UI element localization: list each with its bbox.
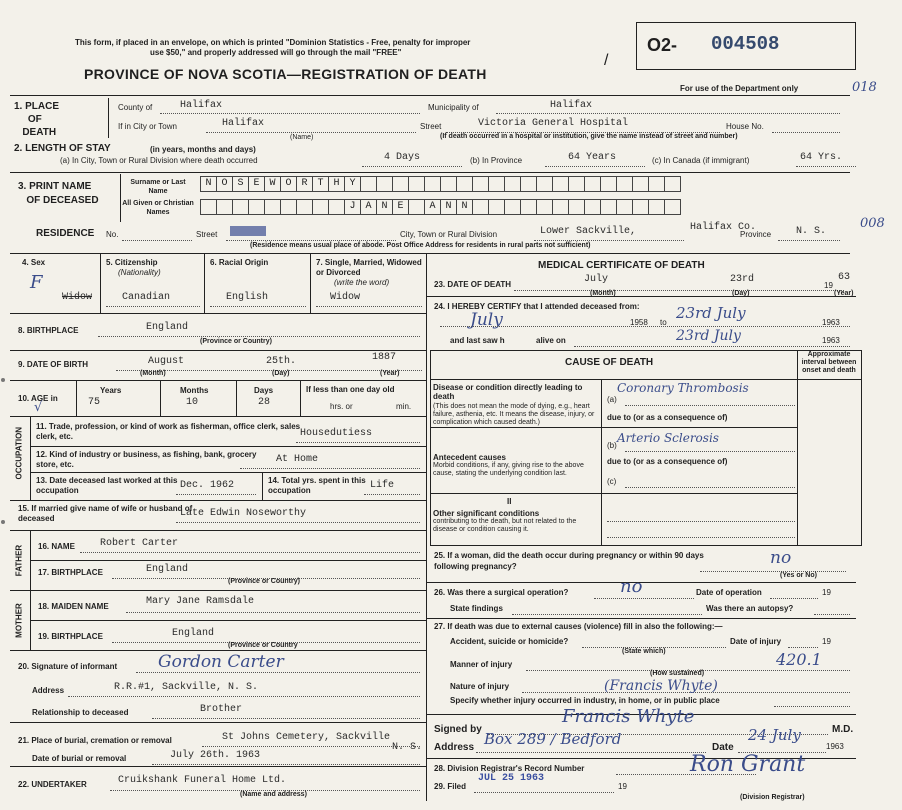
accident-label: Accident, suicide or homicide?	[450, 637, 569, 646]
death-day-caption: (Day)	[732, 290, 750, 297]
q26-label: 26. Was there a surgical operation?	[434, 588, 569, 597]
length-of-stay-label: 2. LENGTH OF STAY	[14, 143, 111, 154]
county-value: Halifax	[180, 100, 223, 111]
letter-box	[233, 199, 249, 215]
given-names-label: All Given or Christian Names	[122, 200, 194, 216]
q25-label: 25. If a woman, did the death occur during pregnancy or within 90 days following pregnancy?	[434, 551, 704, 571]
antecedent-label: Antecedent causes	[433, 453, 506, 462]
last-saw-hw: 23rd July	[676, 328, 741, 344]
filed-year-prefix: 19	[618, 782, 627, 791]
antecedent-note: Morbid conditions, if any, giving rise to the above cause, stating the underlying condition last.	[433, 462, 584, 477]
q13-label: 13. Date deceased last worked at this occupation	[36, 476, 178, 495]
birthplace-caption: (Province or Country)	[200, 338, 272, 345]
surname-letter-grid	[200, 176, 681, 192]
age-check-mark: √	[34, 400, 43, 415]
q25-value: no	[770, 548, 792, 568]
letter-box: E	[393, 199, 409, 215]
burial-place-value-2: N. S.	[392, 742, 423, 753]
death-year-prefix: 19	[824, 281, 833, 290]
last-saw-label: and last saw h	[450, 336, 505, 345]
place-note: (If death occurred in a hospital or institution, give the name instead of street and number)	[440, 133, 738, 140]
informant-label: 20. Signature of informant	[18, 662, 118, 671]
q11-value: Housedutiess	[300, 428, 373, 439]
city-value: Halifax	[222, 118, 265, 129]
burial-place-label: 21. Place of burial, cremation or removal	[18, 736, 172, 745]
citizenship-label: 5. Citizenship	[106, 258, 158, 267]
disease-label: Disease or condition directly leading to death	[433, 383, 583, 401]
to-label: to	[660, 318, 667, 327]
letter-box	[297, 199, 313, 215]
q27-label: 27. If death was due to external causes (violence) fill in also the following:—	[434, 622, 723, 631]
age-months-value: 10	[186, 397, 199, 408]
cause-of-death-title: CAUSE OF DEATH	[565, 357, 654, 368]
cause-b-label: (b)	[607, 441, 617, 450]
father-birthplace-label: 17. BIRTHPLACE	[38, 568, 103, 577]
death-day: 23rd	[730, 274, 755, 285]
letter-box	[521, 199, 537, 215]
letter-box	[665, 176, 681, 192]
age-months-label: Months	[180, 386, 209, 395]
age-days-label: Days	[254, 386, 274, 395]
letter-box	[200, 199, 217, 215]
mother-side-label: MOTHER	[14, 603, 24, 638]
stay-b-value: 64 Years	[568, 152, 617, 163]
letter-box	[505, 199, 521, 215]
signed-date-label: Date	[712, 742, 734, 753]
date-of-injury-label: Date of injury	[730, 637, 782, 646]
reg-prefix: O2-	[647, 35, 678, 55]
father-name-value: Robert Carter	[100, 538, 179, 549]
from-year: 1958	[630, 318, 648, 327]
letter-box	[553, 176, 569, 192]
letter-box	[473, 199, 489, 215]
physician-address: Box 289 / Bedford	[484, 730, 622, 748]
letter-box	[665, 199, 681, 215]
letter-box: N	[377, 199, 393, 215]
medical-certificate-title: MEDICAL CERTIFICATE OF DEATH	[538, 260, 705, 271]
q11-label: 11. Trade, profession, or kind of work as fisherman, office clerk, sales clerk, etc.	[36, 422, 301, 441]
cause-c-label: (c)	[607, 477, 617, 486]
age-years-value: 75	[88, 397, 101, 408]
residence-city-value: Lower Sackville,	[540, 226, 637, 237]
due-to-a: due to (or as a consequence of)	[607, 413, 728, 422]
letter-box	[601, 199, 617, 215]
attended-from-hw: July	[470, 310, 503, 330]
letter-box	[489, 199, 505, 215]
letter-box: A	[361, 199, 377, 215]
letter-box	[585, 176, 601, 192]
attended-to-hw: 23rd July	[676, 304, 746, 322]
residence-struck-text	[230, 226, 266, 236]
hrs-label: hrs. or	[330, 402, 353, 411]
residence-province-label: Province	[740, 230, 772, 239]
occupation-side-label: OCCUPATION	[14, 426, 24, 480]
how-sustained-caption: (How sustained)	[650, 670, 705, 677]
mother-birthplace-caption: (Province or Country	[228, 642, 298, 649]
stay-a-value: 4 Days	[384, 152, 421, 163]
letter-box	[313, 199, 329, 215]
letter-box	[441, 176, 457, 192]
nature-label: Nature of injury	[450, 682, 510, 691]
other-conditions-label: Other significant conditions	[433, 509, 540, 518]
signed-by-label: Signed by	[434, 724, 482, 735]
letter-box	[505, 176, 521, 192]
father-side-label: FATHER	[14, 544, 24, 577]
citizenship-value: Canadian	[122, 292, 171, 303]
burial-date-label: Date of burial or removal	[32, 754, 127, 763]
cause-a-value: Coronary Thrombosis	[617, 381, 749, 395]
q13-value: Dec. 1962	[180, 480, 235, 491]
date-of-operation-label: Date of operation	[696, 588, 762, 597]
residence-province-value: N. S.	[796, 226, 827, 237]
dept-use-label: For use of the Department only	[680, 84, 799, 93]
yes-no-caption: (Yes or No)	[780, 572, 817, 579]
stay-c-value: 64 Yrs.	[800, 152, 843, 163]
letter-box: A	[425, 199, 441, 215]
interval-label: Approximate interval between onset and death	[801, 351, 857, 374]
letter-box	[633, 199, 649, 215]
letter-box	[217, 199, 233, 215]
burial-date-value: July 26th. 1963	[170, 750, 261, 761]
place-of-death-label: 1. PLACE OF DEATH	[14, 101, 60, 138]
cause-code: 420.1	[776, 650, 822, 669]
birthplace-value: England	[146, 322, 189, 333]
cause-a-label: (a)	[607, 395, 617, 404]
injury-year-prefix: 19	[822, 637, 831, 646]
stay-c-label: (c) In Canada (if immigrant)	[652, 156, 750, 165]
cause-of-death-table	[430, 350, 862, 546]
letter-box	[393, 176, 409, 192]
mother-name-label: 18. MAIDEN NAME	[38, 602, 109, 611]
letter-box	[617, 199, 633, 215]
autopsy-label: Was there an autopsy?	[706, 604, 794, 613]
house-no-label: House No.	[726, 122, 764, 131]
mail-notice-line1: This form, if placed in an envelope, on which is printed "Dominion Statistics - Free, penalty for improper	[75, 38, 471, 47]
name-caption: (Name)	[290, 134, 314, 141]
q23-label: 23. DATE OF DEATH	[434, 280, 512, 289]
print-name-label: 3. PRINT NAME OF DECEASED	[18, 181, 99, 206]
sex-value: F	[30, 272, 43, 293]
informant-signature: Gordon Carter	[158, 652, 284, 672]
stay-sub: (in years, months and days)	[150, 145, 256, 154]
given-letter-grid	[200, 199, 681, 215]
letter-box	[649, 176, 665, 192]
county-label: County of	[118, 103, 153, 112]
q24-label: 24. I HEREBY CERTIFY that I attended deceased from:	[434, 302, 640, 311]
letter-box: N	[200, 176, 217, 192]
letter-box: S	[233, 176, 249, 192]
stay-a-label: (a) In City, Town or Rural Division where death occurred	[60, 156, 258, 165]
letter-box: H	[329, 176, 345, 192]
filed-date-stamp: JUL 25 1963	[478, 773, 545, 784]
spouse-label: 15. If married give name of wife or husband of deceased	[18, 504, 193, 523]
physician-signature: Francis Whyte	[562, 706, 695, 727]
q29-label: 29. Filed	[434, 782, 467, 791]
q26-value: no	[620, 576, 643, 597]
letter-box: W	[265, 176, 281, 192]
mother-name-value: Mary Jane Ramsdale	[146, 596, 255, 607]
q12-label: 12. Kind of industry or business, as fishing, bank, grocery store, etc.	[36, 450, 257, 469]
age-days-value: 28	[258, 397, 271, 408]
municipality-label: Municipality of	[428, 103, 479, 112]
last-year: 1963	[822, 336, 840, 345]
state-which-caption: (State which)	[622, 648, 666, 655]
q14-value: Life	[370, 480, 395, 491]
alive-on-label: alive on	[536, 336, 566, 345]
death-month: July	[584, 274, 609, 285]
letter-box	[521, 176, 537, 192]
q28-label: 28. Division Registrar's Record Number	[434, 764, 585, 773]
relationship-label: Relationship to deceased	[32, 708, 129, 717]
punch-hole	[1, 520, 5, 524]
letter-box: E	[249, 176, 265, 192]
residence-county-value: Halifax Co.	[690, 222, 757, 233]
letter-box	[329, 199, 345, 215]
letter-box	[537, 176, 553, 192]
punch-hole	[1, 378, 5, 382]
letter-box	[473, 176, 489, 192]
letter-box	[361, 176, 377, 192]
father-birthplace-caption: (Province or Country)	[228, 578, 300, 585]
age-years-label: Years	[100, 386, 122, 395]
undertaker-value: Cruikshank Funeral Home Ltd.	[118, 775, 287, 786]
mail-notice-line2: use $50," and properly addressed will go through the mail "FREE"	[150, 48, 402, 57]
manner-label: Manner of injury	[450, 660, 513, 669]
mother-birthplace-label: 19. BIRTHPLACE	[38, 632, 103, 641]
specify-label: Specify whether injury occurred in industry, in home, or in public place	[450, 696, 720, 705]
signed-date: 24 July	[748, 726, 801, 744]
registrar-signature: Ron Grant	[690, 752, 806, 777]
disease-note: (This does not mean the mode of dying, e.g., heart failure, asthenia, etc. It means the disease, injury, or complication which caused death.)	[433, 403, 595, 426]
municipality-value: Halifax	[550, 100, 593, 111]
q12-value: At Home	[276, 454, 319, 465]
stay-b-label: (b) In Province	[470, 156, 523, 165]
letter-box	[457, 176, 473, 192]
operation-year-prefix: 19	[822, 588, 831, 597]
section-two-roman: II	[507, 497, 512, 506]
marital-sub: (write the word)	[334, 278, 390, 287]
letter-box	[377, 176, 393, 192]
sex-struck-value: Widow	[62, 292, 93, 303]
undertaker-caption: (Name and address)	[240, 791, 307, 798]
letter-box	[569, 199, 585, 215]
residence-note: (Residence means usual place of abode. Post Office Address for residents in rural parts not sufficient)	[250, 242, 591, 249]
registration-number-box	[636, 22, 856, 70]
death-month-caption: (Month)	[590, 290, 616, 297]
letter-box: J	[345, 199, 361, 215]
death-year-caption: (Year)	[834, 290, 854, 297]
dept-mark-1: 018	[852, 80, 877, 95]
min-label: min.	[396, 402, 412, 411]
letter-box	[537, 199, 553, 215]
cause-b-value: Arterio Sclerosis	[617, 431, 719, 445]
division-registrar-caption: (Division Registrar)	[740, 794, 805, 801]
burial-place-value: St Johns Cemetery, Sackville	[222, 732, 391, 743]
birthplace-label: 8. BIRTHPLACE	[18, 326, 79, 335]
letter-box: O	[217, 176, 233, 192]
death-year: 63	[838, 272, 851, 283]
sex-label: 4. Sex	[22, 258, 46, 267]
citizenship-sub: (Nationality)	[118, 268, 161, 277]
letter-box	[249, 199, 265, 215]
age-label: 10. AGE in	[18, 394, 58, 403]
undertaker-label: 22. UNDERTAKER	[18, 780, 87, 789]
dob-day-caption: (Day)	[272, 370, 290, 377]
marital-value: Widow	[330, 292, 361, 303]
dob-year: 1887	[372, 352, 397, 363]
letter-box: Y	[345, 176, 361, 192]
street-label: Street	[420, 122, 442, 131]
racial-origin-value: English	[226, 292, 269, 303]
due-to-b: due to (or as a consequence of)	[607, 457, 728, 466]
letter-box	[425, 176, 441, 192]
letter-box	[617, 176, 633, 192]
letter-box: N	[457, 199, 473, 215]
physician-address-label: Address	[434, 742, 475, 753]
dob-month-caption: (Month)	[140, 370, 166, 377]
letter-box: T	[313, 176, 329, 192]
letter-box	[569, 176, 585, 192]
less-than-day-label: If less than one day old	[306, 385, 395, 394]
letter-box: N	[441, 199, 457, 215]
dept-mark-2: 008	[860, 216, 885, 231]
dob-month: August	[148, 356, 185, 367]
relationship-value: Brother	[200, 704, 243, 715]
residence-no-label: No.	[106, 230, 119, 239]
letter-box	[553, 199, 569, 215]
to-year: 1963	[822, 318, 840, 327]
letter-box	[489, 176, 505, 192]
form-title: PROVINCE OF NOVA SCOTIA—REGISTRATION OF DEATH	[84, 66, 487, 82]
city-label: If in City or Town	[118, 122, 177, 131]
racial-origin-label: 6. Racial Origin	[210, 258, 269, 267]
informant-address-label: Address	[32, 686, 65, 695]
letter-box	[633, 176, 649, 192]
dob-day: 25th.	[266, 356, 297, 367]
letter-box	[409, 199, 425, 215]
street-value: Victoria General Hospital	[478, 118, 629, 129]
letter-box	[409, 176, 425, 192]
slash-mark: /	[604, 52, 609, 69]
letter-box	[649, 199, 665, 215]
dob-year-caption: (Year)	[380, 370, 400, 377]
father-birthplace-value: England	[146, 564, 189, 575]
mother-birthplace-value: England	[172, 628, 215, 639]
state-findings-label: State findings	[450, 604, 503, 613]
residence-label: RESIDENCE	[36, 228, 95, 239]
residence-street-label: Street	[196, 230, 218, 239]
letter-box	[585, 199, 601, 215]
informant-address-value: R.R.#1, Sackville, N. S.	[114, 682, 259, 693]
father-name-label: 16. NAME	[38, 542, 75, 551]
letter-box	[265, 199, 281, 215]
letter-box: O	[281, 176, 297, 192]
marital-label: 7. Single, Married, Widowed or Divorced	[316, 258, 422, 277]
printed-physician-name: (Francis Whyte)	[604, 678, 718, 694]
reg-number: 004508	[711, 33, 780, 55]
spouse-value: Late Edwin Noseworthy	[180, 508, 307, 519]
signed-year: 1963	[826, 742, 844, 751]
dob-label: 9. DATE OF BIRTH	[18, 360, 89, 369]
other-conditions-note: contributing to the death, but not related to the disease or condition causing it.	[433, 518, 577, 533]
letter-box	[601, 176, 617, 192]
q14-label: 14. Total yrs. spent in this occupation	[268, 476, 366, 495]
residence-city-label: City, Town or Rural Division	[400, 230, 498, 239]
letter-box: R	[297, 176, 313, 192]
letter-box	[281, 199, 297, 215]
md-label: M.D.	[832, 724, 854, 735]
surname-label: Surname or Last Name	[130, 179, 186, 195]
